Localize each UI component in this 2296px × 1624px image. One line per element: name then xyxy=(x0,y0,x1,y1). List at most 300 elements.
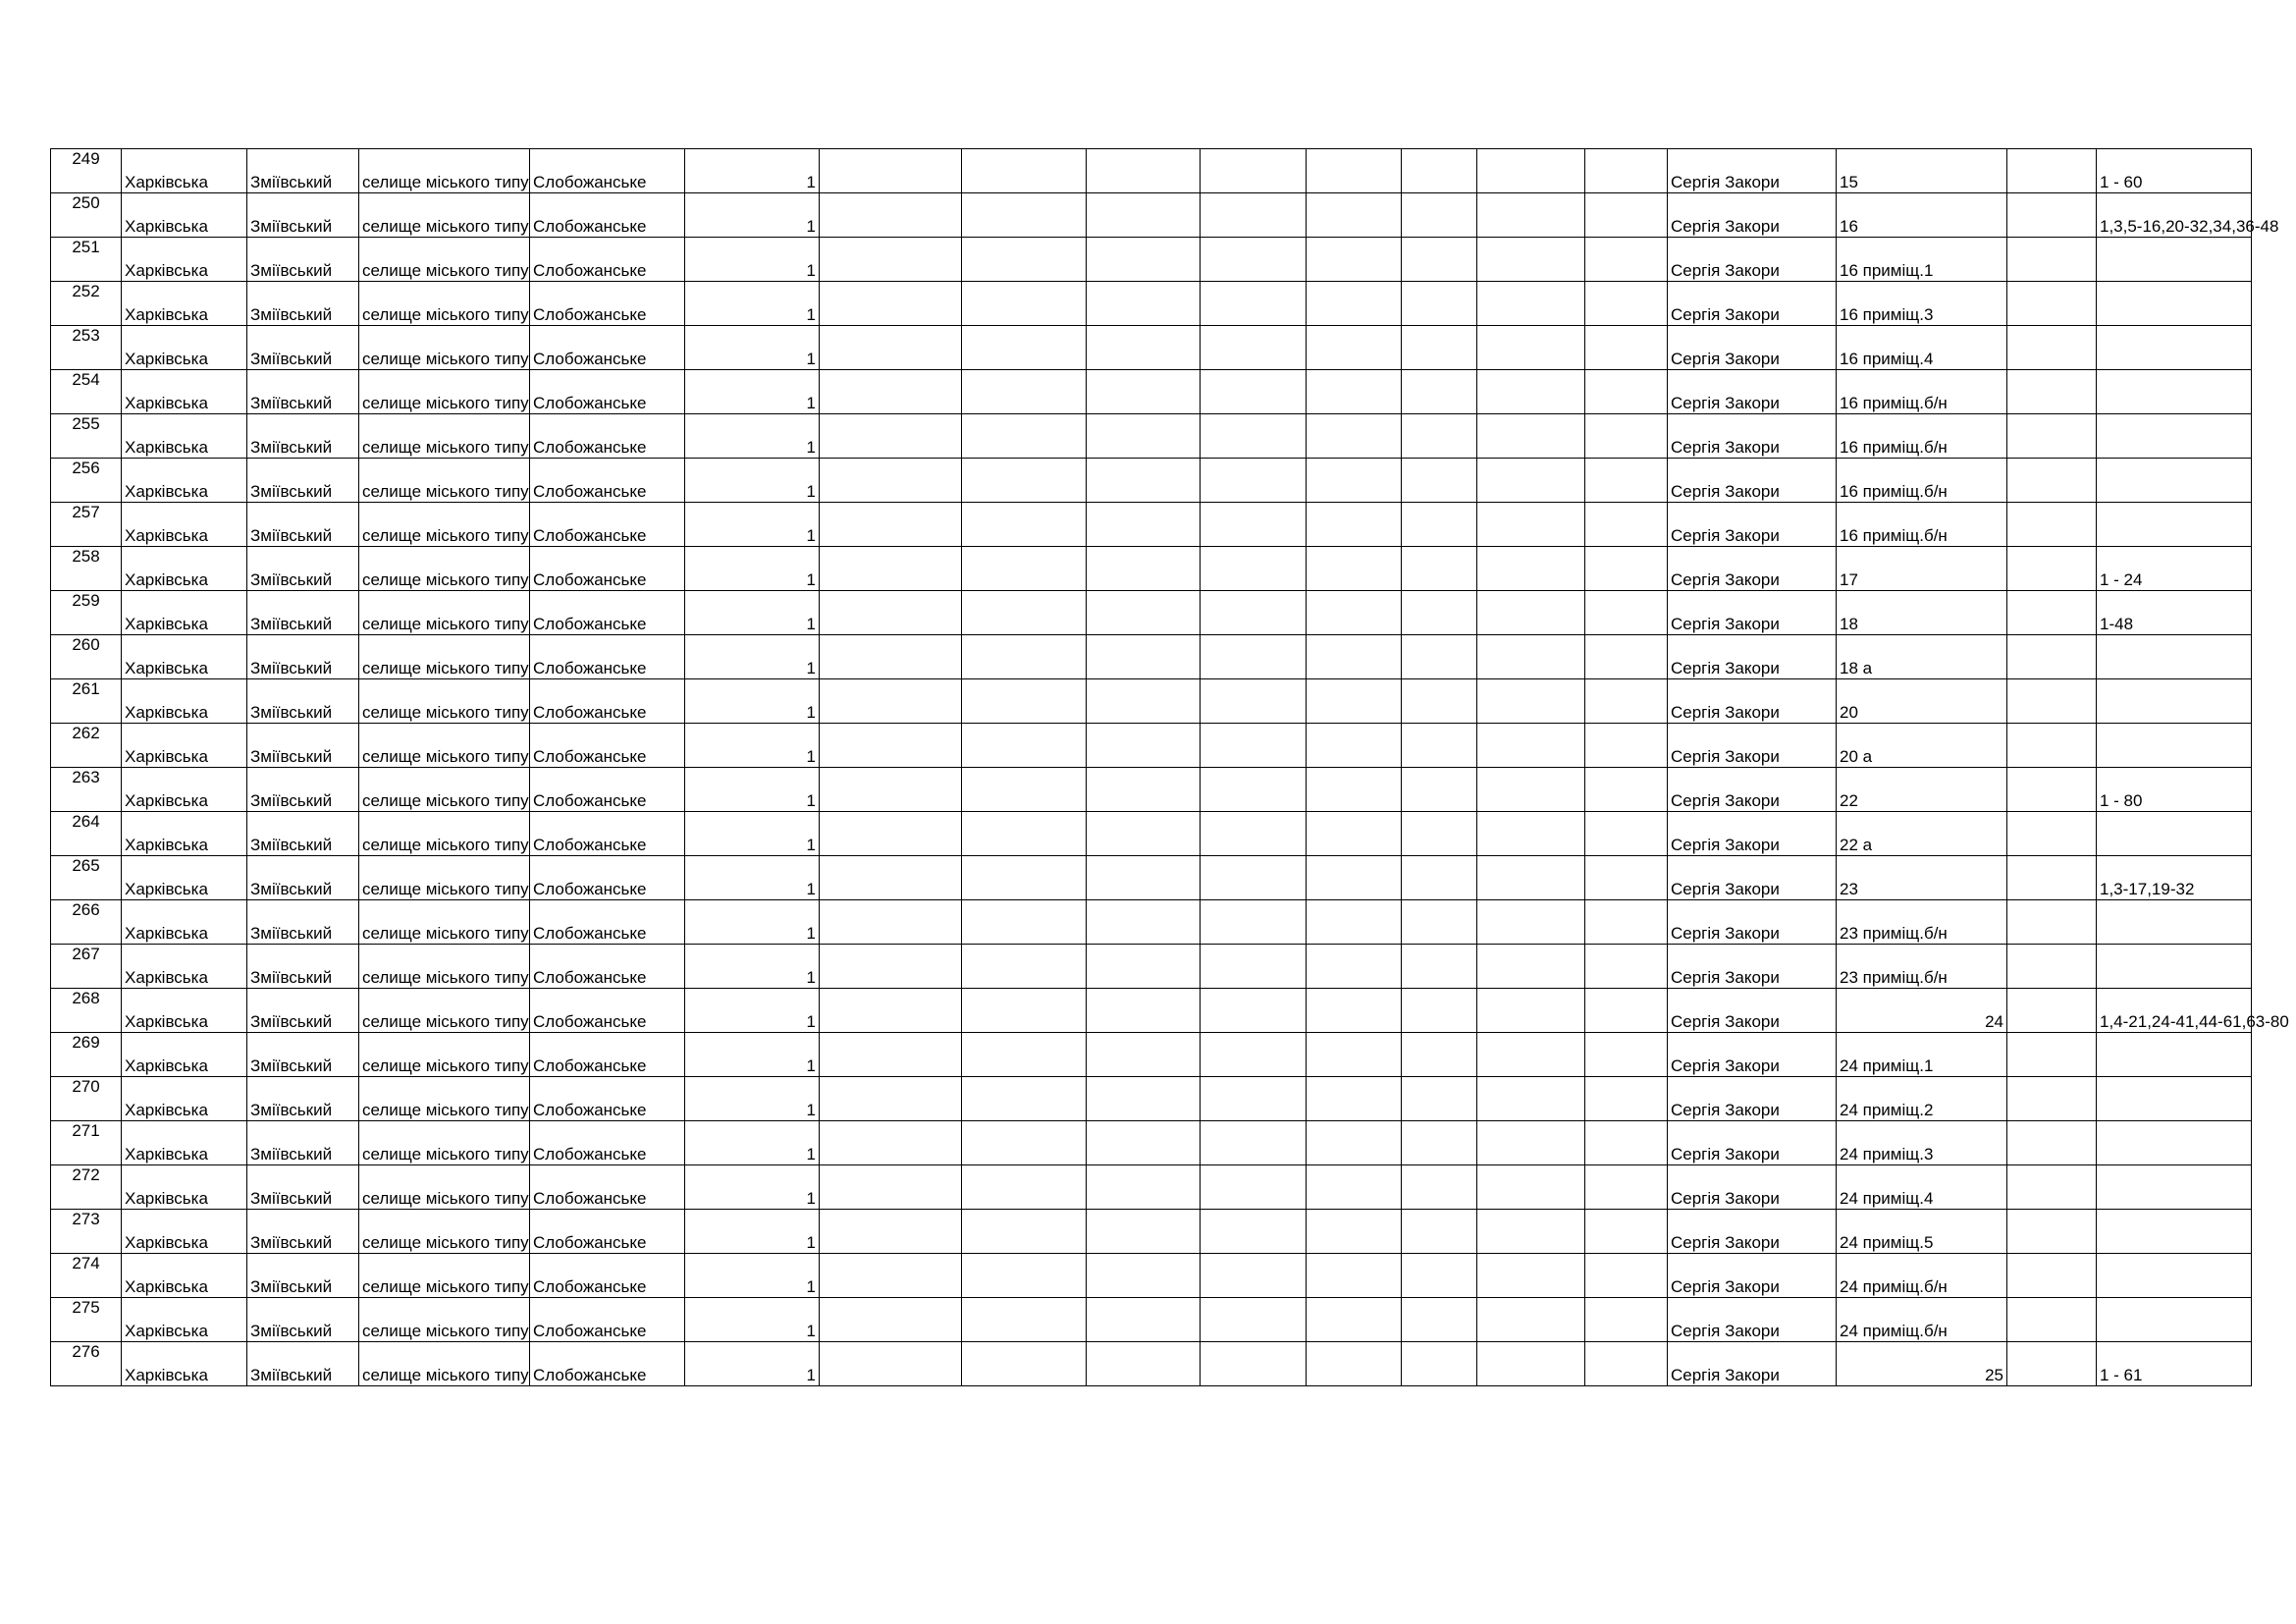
empty-cell xyxy=(2007,989,2097,1033)
empty-cell xyxy=(1402,149,1477,193)
settlement-cell: Слобожанське xyxy=(530,282,685,326)
settlement-type-cell: селище міського типу xyxy=(359,370,530,414)
empty-cell xyxy=(1585,370,1668,414)
empty-cell xyxy=(962,989,1087,1033)
settlement-cell: Слобожанське xyxy=(530,1254,685,1298)
region-cell: Харківська xyxy=(122,503,247,547)
empty-cell xyxy=(1307,1121,1402,1165)
row-number-cell: 251 xyxy=(51,238,122,282)
empty-cell xyxy=(1087,900,1201,945)
empty-cell xyxy=(1477,768,1585,812)
district-cell: Зміївський xyxy=(247,459,359,503)
apartments-cell xyxy=(2097,945,2252,989)
empty-cell xyxy=(1087,238,1201,282)
empty-cell xyxy=(2007,679,2097,724)
empty-cell xyxy=(1087,1033,1201,1077)
settlement-type-cell: селище міського типу xyxy=(359,238,530,282)
empty-cell xyxy=(1402,238,1477,282)
count-cell: 1 xyxy=(685,724,820,768)
empty-cell xyxy=(1585,193,1668,238)
empty-cell xyxy=(1087,547,1201,591)
settlement-cell: Слобожанське xyxy=(530,856,685,900)
empty-cell xyxy=(962,414,1087,459)
table-row xyxy=(51,282,2252,326)
empty-cell xyxy=(820,635,962,679)
empty-cell xyxy=(1477,724,1585,768)
empty-cell xyxy=(1087,193,1201,238)
empty-cell xyxy=(1402,547,1477,591)
apartments-cell: 1,3,5-16,20-32,34,36-48 xyxy=(2097,193,2252,238)
row-number-cell: 272 xyxy=(51,1165,122,1210)
settlement-type-cell: селище міського типу xyxy=(359,1077,530,1121)
settlement-cell: Слобожанське xyxy=(530,459,685,503)
settlement-type-cell: селище міського типу xyxy=(359,503,530,547)
district-cell: Зміївський xyxy=(247,503,359,547)
house-cell: 24 приміщ.4 xyxy=(1837,1165,2007,1210)
empty-cell xyxy=(1201,724,1307,768)
apartments-cell: 1,3-17,19-32 xyxy=(2097,856,2252,900)
table-row xyxy=(51,1165,2252,1210)
house-cell: 16 приміщ.1 xyxy=(1837,238,2007,282)
region-cell: Харківська xyxy=(122,238,247,282)
house-cell: 24 приміщ.б/н xyxy=(1837,1254,2007,1298)
empty-cell xyxy=(1585,326,1668,370)
settlement-type-cell: селище міського типу xyxy=(359,812,530,856)
district-cell: Зміївський xyxy=(247,282,359,326)
house-cell: 22 а xyxy=(1837,812,2007,856)
empty-cell xyxy=(962,149,1087,193)
street-cell: Сергія Закори xyxy=(1668,679,1837,724)
empty-cell xyxy=(1477,1033,1585,1077)
house-cell: 18 xyxy=(1837,591,2007,635)
region-cell: Харківська xyxy=(122,459,247,503)
apartments-cell xyxy=(2097,370,2252,414)
empty-cell xyxy=(820,1342,962,1386)
district-cell: Зміївський xyxy=(247,1121,359,1165)
empty-cell xyxy=(1585,503,1668,547)
empty-cell xyxy=(2007,370,2097,414)
empty-cell xyxy=(820,989,962,1033)
table-row xyxy=(51,1342,2252,1386)
empty-cell xyxy=(1585,724,1668,768)
region-cell: Харківська xyxy=(122,1121,247,1165)
district-cell: Зміївський xyxy=(247,679,359,724)
count-cell: 1 xyxy=(685,1342,820,1386)
settlement-type-cell: селище міського типу xyxy=(359,1121,530,1165)
empty-cell xyxy=(1402,856,1477,900)
count-cell: 1 xyxy=(685,1165,820,1210)
settlement-cell: Слобожанське xyxy=(530,900,685,945)
row-number-cell: 258 xyxy=(51,547,122,591)
empty-cell xyxy=(1087,1121,1201,1165)
settlement-type-cell: селище міського типу xyxy=(359,1210,530,1254)
apartments-cell xyxy=(2097,326,2252,370)
empty-cell xyxy=(1087,326,1201,370)
table-row xyxy=(51,812,2252,856)
settlement-cell: Слобожанське xyxy=(530,1077,685,1121)
apartments-cell: 1-48 xyxy=(2097,591,2252,635)
row-number-cell: 268 xyxy=(51,989,122,1033)
empty-cell xyxy=(1201,591,1307,635)
district-cell: Зміївський xyxy=(247,1210,359,1254)
empty-cell xyxy=(1585,1210,1668,1254)
house-cell: 24 xyxy=(1837,989,2007,1033)
empty-cell xyxy=(1585,238,1668,282)
table-row xyxy=(51,768,2252,812)
apartments-cell xyxy=(2097,679,2252,724)
empty-cell xyxy=(2007,900,2097,945)
empty-cell xyxy=(1307,1254,1402,1298)
empty-cell xyxy=(2007,459,2097,503)
street-cell: Сергія Закори xyxy=(1668,1165,1837,1210)
empty-cell xyxy=(962,547,1087,591)
house-cell: 22 xyxy=(1837,768,2007,812)
region-cell: Харківська xyxy=(122,1254,247,1298)
house-cell: 16 приміщ.б/н xyxy=(1837,414,2007,459)
count-cell: 1 xyxy=(685,591,820,635)
empty-cell xyxy=(1585,1121,1668,1165)
empty-cell xyxy=(1585,989,1668,1033)
empty-cell xyxy=(1402,503,1477,547)
count-cell: 1 xyxy=(685,149,820,193)
settlement-type-cell: селище міського типу xyxy=(359,547,530,591)
region-cell: Харківська xyxy=(122,724,247,768)
empty-cell xyxy=(820,724,962,768)
settlement-cell: Слобожанське xyxy=(530,1165,685,1210)
apartments-cell xyxy=(2097,1033,2252,1077)
region-cell: Харківська xyxy=(122,591,247,635)
house-cell: 24 приміщ.1 xyxy=(1837,1033,2007,1077)
table-row xyxy=(51,547,2252,591)
empty-cell xyxy=(820,768,962,812)
empty-cell xyxy=(962,679,1087,724)
table-row xyxy=(51,724,2252,768)
empty-cell xyxy=(2007,547,2097,591)
empty-cell xyxy=(1585,768,1668,812)
apartments-cell xyxy=(2097,1298,2252,1342)
count-cell: 1 xyxy=(685,812,820,856)
district-cell: Зміївський xyxy=(247,1165,359,1210)
empty-cell xyxy=(1307,547,1402,591)
empty-cell xyxy=(1477,900,1585,945)
region-cell: Харківська xyxy=(122,900,247,945)
region-cell: Харківська xyxy=(122,768,247,812)
empty-cell xyxy=(820,1077,962,1121)
empty-cell xyxy=(1087,1165,1201,1210)
empty-cell xyxy=(1585,635,1668,679)
apartments-cell xyxy=(2097,282,2252,326)
row-number-cell: 261 xyxy=(51,679,122,724)
empty-cell xyxy=(962,591,1087,635)
region-cell: Харківська xyxy=(122,547,247,591)
settlement-type-cell: селище міського типу xyxy=(359,900,530,945)
settlement-cell: Слобожанське xyxy=(530,193,685,238)
street-cell: Сергія Закори xyxy=(1668,503,1837,547)
empty-cell xyxy=(1201,1298,1307,1342)
district-cell: Зміївський xyxy=(247,149,359,193)
empty-cell xyxy=(962,1342,1087,1386)
table-row xyxy=(51,591,2252,635)
empty-cell xyxy=(1402,1342,1477,1386)
empty-cell xyxy=(1201,459,1307,503)
settlement-cell: Слобожанське xyxy=(530,812,685,856)
empty-cell xyxy=(820,326,962,370)
region-cell: Харківська xyxy=(122,149,247,193)
apartments-cell xyxy=(2097,238,2252,282)
region-cell: Харківська xyxy=(122,856,247,900)
settlement-cell: Слобожанське xyxy=(530,945,685,989)
empty-cell xyxy=(2007,238,2097,282)
empty-cell xyxy=(1087,1077,1201,1121)
empty-cell xyxy=(1477,238,1585,282)
settlement-cell: Слобожанське xyxy=(530,414,685,459)
street-cell: Сергія Закори xyxy=(1668,1121,1837,1165)
row-number-cell: 274 xyxy=(51,1254,122,1298)
empty-cell xyxy=(962,635,1087,679)
empty-cell xyxy=(1307,856,1402,900)
table-row xyxy=(51,679,2252,724)
empty-cell xyxy=(2007,282,2097,326)
row-number-cell: 276 xyxy=(51,1342,122,1386)
house-cell: 16 приміщ.б/н xyxy=(1837,370,2007,414)
settlement-type-cell: селище міського типу xyxy=(359,1165,530,1210)
empty-cell xyxy=(1402,282,1477,326)
empty-cell xyxy=(1307,812,1402,856)
region-cell: Харківська xyxy=(122,282,247,326)
settlement-type-cell: селище міського типу xyxy=(359,326,530,370)
district-cell: Зміївський xyxy=(247,900,359,945)
empty-cell xyxy=(1307,945,1402,989)
count-cell: 1 xyxy=(685,370,820,414)
empty-cell xyxy=(1201,1121,1307,1165)
empty-cell xyxy=(1307,635,1402,679)
settlement-type-cell: селище міського типу xyxy=(359,1342,530,1386)
empty-cell xyxy=(1307,193,1402,238)
street-cell: Сергія Закори xyxy=(1668,282,1837,326)
row-number-cell: 269 xyxy=(51,1033,122,1077)
empty-cell xyxy=(1087,724,1201,768)
apartments-cell xyxy=(2097,635,2252,679)
count-cell: 1 xyxy=(685,900,820,945)
empty-cell xyxy=(820,856,962,900)
apartments-cell xyxy=(2097,812,2252,856)
empty-cell xyxy=(820,238,962,282)
empty-cell xyxy=(962,1165,1087,1210)
empty-cell xyxy=(962,724,1087,768)
empty-cell xyxy=(820,1121,962,1165)
empty-cell xyxy=(962,768,1087,812)
address-table xyxy=(50,148,2289,1386)
empty-cell xyxy=(820,193,962,238)
table-row xyxy=(51,856,2252,900)
house-cell: 15 xyxy=(1837,149,2007,193)
settlement-type-cell: селище міського типу xyxy=(359,945,530,989)
street-cell: Сергія Закори xyxy=(1668,238,1837,282)
empty-cell xyxy=(1477,1298,1585,1342)
empty-cell xyxy=(1477,547,1585,591)
district-cell: Зміївський xyxy=(247,945,359,989)
empty-cell xyxy=(2007,724,2097,768)
empty-cell xyxy=(1201,679,1307,724)
empty-cell xyxy=(962,282,1087,326)
empty-cell xyxy=(820,679,962,724)
empty-cell xyxy=(2007,149,2097,193)
count-cell: 1 xyxy=(685,1254,820,1298)
empty-cell xyxy=(820,503,962,547)
count-cell: 1 xyxy=(685,282,820,326)
empty-cell xyxy=(1087,1298,1201,1342)
region-cell: Харківська xyxy=(122,1342,247,1386)
region-cell: Харківська xyxy=(122,414,247,459)
empty-cell xyxy=(1585,856,1668,900)
empty-cell xyxy=(1201,1033,1307,1077)
settlement-cell: Слобожанське xyxy=(530,768,685,812)
settlement-type-cell: селище міського типу xyxy=(359,193,530,238)
empty-cell xyxy=(1402,945,1477,989)
empty-cell xyxy=(1585,459,1668,503)
street-cell: Сергія Закори xyxy=(1668,414,1837,459)
street-cell: Сергія Закори xyxy=(1668,945,1837,989)
settlement-cell: Слобожанське xyxy=(530,370,685,414)
empty-cell xyxy=(1585,1298,1668,1342)
empty-cell xyxy=(1307,326,1402,370)
empty-cell xyxy=(1585,1033,1668,1077)
table-row xyxy=(51,635,2252,679)
settlement-type-cell: селище міського типу xyxy=(359,149,530,193)
row-number-cell: 257 xyxy=(51,503,122,547)
empty-cell xyxy=(1201,945,1307,989)
apartments-cell: 1 - 60 xyxy=(2097,149,2252,193)
empty-cell xyxy=(820,414,962,459)
settlement-cell: Слобожанське xyxy=(530,635,685,679)
street-cell: Сергія Закори xyxy=(1668,989,1837,1033)
table-row xyxy=(51,149,2252,193)
house-cell: 24 приміщ.3 xyxy=(1837,1121,2007,1165)
empty-cell xyxy=(1402,1165,1477,1210)
count-cell: 1 xyxy=(685,1033,820,1077)
row-number-cell: 265 xyxy=(51,856,122,900)
empty-cell xyxy=(1402,989,1477,1033)
table-row xyxy=(51,945,2252,989)
district-cell: Зміївський xyxy=(247,1033,359,1077)
empty-cell xyxy=(1477,812,1585,856)
settlement-cell: Слобожанське xyxy=(530,149,685,193)
empty-cell xyxy=(2007,1121,2097,1165)
table-row xyxy=(51,1033,2252,1077)
empty-cell xyxy=(1307,238,1402,282)
house-cell: 16 приміщ.б/н xyxy=(1837,503,2007,547)
apartments-cell xyxy=(2097,900,2252,945)
empty-cell xyxy=(1087,282,1201,326)
empty-cell xyxy=(1402,370,1477,414)
empty-cell xyxy=(820,900,962,945)
street-cell: Сергія Закори xyxy=(1668,1210,1837,1254)
empty-cell xyxy=(1402,724,1477,768)
row-number-cell: 271 xyxy=(51,1121,122,1165)
settlement-type-cell: селище міського типу xyxy=(359,724,530,768)
empty-cell xyxy=(1402,591,1477,635)
settlement-cell: Слобожанське xyxy=(530,1298,685,1342)
empty-cell xyxy=(962,370,1087,414)
empty-cell xyxy=(1585,812,1668,856)
house-cell: 23 приміщ.б/н xyxy=(1837,945,2007,989)
empty-cell xyxy=(1477,326,1585,370)
empty-cell xyxy=(2007,768,2097,812)
row-number-cell: 252 xyxy=(51,282,122,326)
region-cell: Харківська xyxy=(122,812,247,856)
street-cell: Сергія Закори xyxy=(1668,591,1837,635)
district-cell: Зміївський xyxy=(247,989,359,1033)
district-cell: Зміївський xyxy=(247,635,359,679)
house-cell: 20 xyxy=(1837,679,2007,724)
district-cell: Зміївський xyxy=(247,768,359,812)
apartments-cell: 1,4-21,24-41,44-61,63-80 xyxy=(2097,989,2252,1033)
empty-cell xyxy=(962,900,1087,945)
apartments-cell: 1 - 61 xyxy=(2097,1342,2252,1386)
count-cell: 1 xyxy=(685,503,820,547)
empty-cell xyxy=(1585,1077,1668,1121)
district-cell: Зміївський xyxy=(247,812,359,856)
settlement-cell: Слобожанське xyxy=(530,1121,685,1165)
count-cell: 1 xyxy=(685,326,820,370)
house-cell: 16 приміщ.б/н xyxy=(1837,459,2007,503)
empty-cell xyxy=(1201,149,1307,193)
empty-cell xyxy=(2007,1210,2097,1254)
empty-cell xyxy=(1307,414,1402,459)
empty-cell xyxy=(1201,238,1307,282)
count-cell: 1 xyxy=(685,1121,820,1165)
empty-cell xyxy=(1201,856,1307,900)
empty-cell xyxy=(1402,1033,1477,1077)
region-cell: Харківська xyxy=(122,1210,247,1254)
empty-cell xyxy=(962,1298,1087,1342)
table-row xyxy=(51,1077,2252,1121)
street-cell: Сергія Закори xyxy=(1668,547,1837,591)
settlement-type-cell: селище міського типу xyxy=(359,1298,530,1342)
empty-cell xyxy=(1307,1165,1402,1210)
empty-cell xyxy=(1402,326,1477,370)
district-cell: Зміївський xyxy=(247,591,359,635)
settlement-type-cell: селище міського типу xyxy=(359,989,530,1033)
empty-cell xyxy=(1201,635,1307,679)
empty-cell xyxy=(1087,635,1201,679)
row-number-cell: 260 xyxy=(51,635,122,679)
count-cell: 1 xyxy=(685,635,820,679)
empty-cell xyxy=(1477,1121,1585,1165)
empty-cell xyxy=(1477,1210,1585,1254)
empty-cell xyxy=(1201,989,1307,1033)
apartments-cell xyxy=(2097,414,2252,459)
empty-cell xyxy=(1477,1254,1585,1298)
district-cell: Зміївський xyxy=(247,326,359,370)
row-number-cell: 263 xyxy=(51,768,122,812)
empty-cell xyxy=(2007,503,2097,547)
empty-cell xyxy=(820,547,962,591)
empty-cell xyxy=(1402,679,1477,724)
empty-cell xyxy=(1307,989,1402,1033)
empty-cell xyxy=(1087,945,1201,989)
empty-cell xyxy=(1201,282,1307,326)
empty-cell xyxy=(1307,724,1402,768)
empty-cell xyxy=(1201,812,1307,856)
empty-cell xyxy=(1087,1342,1201,1386)
empty-cell xyxy=(1402,812,1477,856)
street-cell: Сергія Закори xyxy=(1668,1077,1837,1121)
apartments-cell xyxy=(2097,1121,2252,1165)
street-cell: Сергія Закори xyxy=(1668,768,1837,812)
empty-cell xyxy=(1307,1342,1402,1386)
empty-cell xyxy=(1307,1210,1402,1254)
